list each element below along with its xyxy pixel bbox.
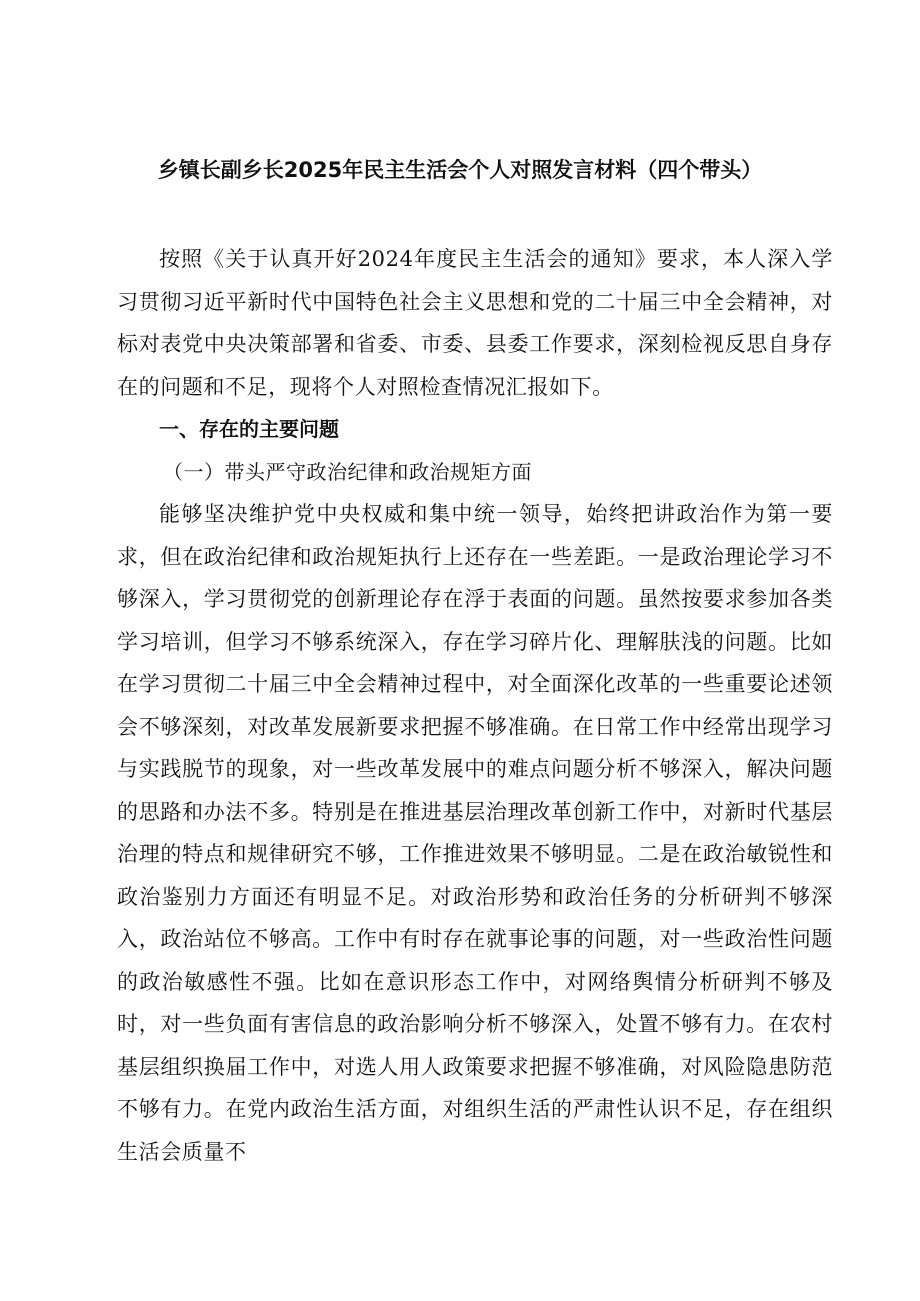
- section-heading-main-problems: 一、存在的主要问题: [159, 417, 339, 441]
- intro-paragraph: 按照《关于认真开好2024年度民主生活会的通知》要求，本人深入学习贯彻习近平新时代中国特色社会主义思想和党的二十届三中全会精神，对标对表党中央决策部署和省委、市委、县委工作要求，深刻检视反思自身存在的问题和不足，现将个人对照检查情况汇报如下。: [117, 247, 833, 399]
- body-paragraph-political-discipline: 能够坚决维护党中央权威和集中统一领导，始终把讲政治作为第一要求，但在政治纪律和政治规矩执行上还存在一些差距。一是政治理论学习不够深入，学习贯彻党的创新理论存在浮于表面的问题。虽然按要求参加各类学习培训，但学习不够系统深入，存在学习碎片化、理解肤浅的问题。比如在学习贯彻二十届三中全会精神过程中，对全面深化改革的一些重要论述领会不够深刻，对改革发展新要求把握不够准确。在日常工作中经常出现学习与实践脱节的现象，对一些改革发展中的难点问题分析不够深入，解决问题的思路和办法不多。特别是在推进基层治理改革创新工作中，对新时代基层治理的特点和规律研究不够，工作推进效果不够明显。二是在政治敏锐性和政治鉴别力方面还有明显不足。对政治形势和政治任务的分析研判不够深入，政治站位不够高。工作中有时存在就事论事的问题，对一些政治性问题的政治敏感性不强。比如在意识形态工作中，对网络舆情分析研判不够及时，对一些负面有害信息的政治影响分析不够深入，处置不够有力。在农村基层组织换届工作中，对选人用人政策要求把握不够准确，对风险隐患防范不够有力。在党内政治生活方面，对组织生活的严肃性认识不足，存在组织生活会质量不: [117, 502, 833, 1164]
- subsection-heading-political-discipline: （一）带头严守政治纪律和政治规矩方面: [163, 459, 532, 484]
- document-body: [117, 238, 833, 1173]
- document-title: 乡镇长副乡长2025年民主生活会个人对照发言材料（四个带头）: [157, 158, 763, 182]
